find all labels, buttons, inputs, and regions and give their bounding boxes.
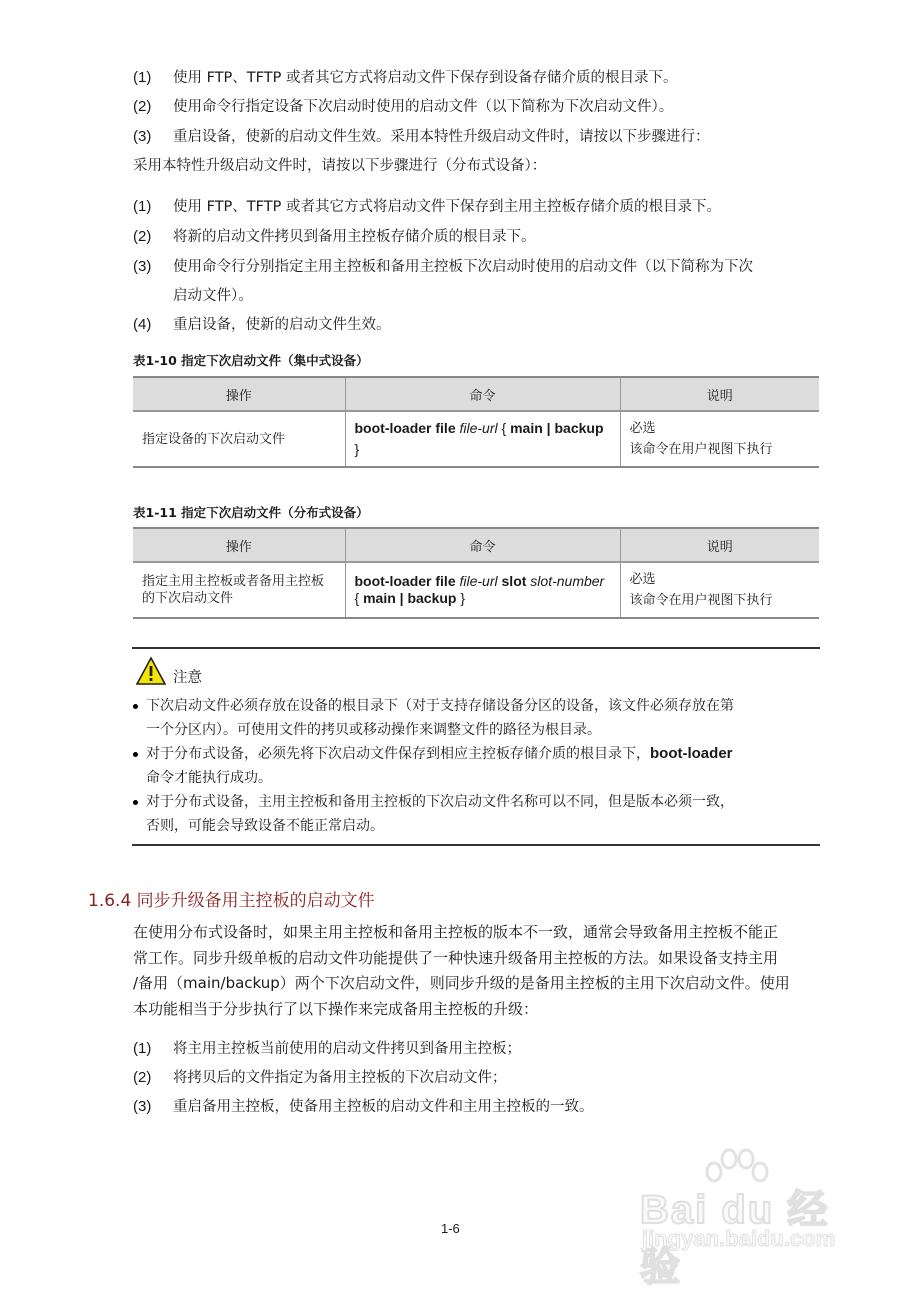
table-boot-loader-centralized (133, 376, 819, 468)
bullet-icon (133, 800, 138, 805)
item-number: (3) (133, 258, 152, 275)
desc-line: 必选 (629, 421, 656, 436)
item-number: (1) (133, 198, 152, 215)
table-row (133, 562, 819, 618)
cmd-keyword: backup (554, 420, 604, 436)
notice-item (133, 790, 734, 838)
notice-line: 对于分布式设备，必须先将下次启动文件保存到相应主控板存储介质的根目录下， (146, 746, 650, 762)
intro-text: 采用本特性升级启动文件时，请按以下步骤进行（分布式设备）： (133, 158, 547, 174)
table-caption: 表1-10 指定下次启动文件（集中式设备） (133, 353, 369, 368)
cmd-keyword: boot-loader file (354, 573, 460, 589)
item-text: 重启备用主控板，使备用主控板的启动文件和主用主控板的一致。 (173, 1099, 594, 1115)
operation-cell: 指定设备的下次启动文件 (133, 411, 345, 467)
description-cell (620, 562, 819, 618)
cmd-keyword: main (510, 420, 543, 436)
item-text: 重启设备，使新的启动文件生效。 (173, 317, 391, 333)
item-text-continued: 启动文件）。 (173, 288, 253, 304)
watermark-brand: Bai du 经验 (640, 1188, 830, 1289)
cmd-arg: file-url (459, 573, 498, 589)
cmd-sep: | (542, 420, 555, 436)
notice-item (133, 742, 733, 790)
table-row (133, 411, 819, 467)
cmd-brace: } (456, 590, 466, 606)
command-cell (345, 411, 620, 467)
bullet-icon (133, 752, 138, 757)
item-number: (4) (133, 316, 152, 333)
cmd-keyword: main (363, 590, 396, 606)
command-cell (345, 562, 620, 618)
notice-line: 一个分区内）。可使用文件的拷贝或移动操作来调整文件的路径为根目录。 (146, 722, 601, 738)
item-text: 将主用主控板当前使用的启动文件拷贝到备用主控板； (173, 1041, 521, 1057)
section-heading: 1.6.4 同步升级备用主控板的启动文件 (88, 891, 375, 911)
table-header-row (133, 377, 819, 411)
column-header: 命令 (345, 377, 620, 411)
notice-top-rule (132, 647, 820, 649)
cmd-arg: slot-number (530, 573, 605, 589)
item-text: 将新的启动文件拷贝到备用主控板存储介质的根目录下。 (173, 229, 536, 245)
cmd-keyword: slot (497, 573, 531, 589)
desc-line: 必选 (629, 572, 656, 587)
op-line: 指定主用主控板或者备用主控板 (142, 574, 325, 589)
warning-icon (136, 656, 166, 686)
item-text: 将拷贝后的文件指定为备用主控板的下次启动文件； (173, 1070, 507, 1086)
item-text: 使用 FTP、TFTP 或者其它方式将启动文件下保存到主用主控板存储介质的根目录下。 (173, 199, 721, 215)
cmd-keyword: backup (407, 590, 457, 606)
baidu-watermark (640, 1148, 855, 1289)
column-header: 命令 (345, 528, 620, 562)
item-number: (1) (133, 69, 152, 86)
item-number: (3) (133, 1098, 152, 1115)
item-number: (1) (133, 1040, 152, 1057)
item-number: (2) (133, 228, 152, 245)
desc-line: 该命令在用户视图下执行 (629, 442, 773, 457)
operation-cell (133, 562, 345, 618)
paragraph-line: 在使用分布式设备时，如果主用主控板和备用主控板的版本不一致，通常会导致备用主控板不能正 (133, 923, 779, 941)
cmd-arg: file-url (459, 420, 498, 436)
item-number: (2) (133, 1069, 152, 1086)
page-number: 1-6 (441, 1221, 460, 1236)
cmd-brace: { (354, 590, 364, 606)
command-name: boot-loader (650, 745, 733, 762)
paragraph-line: /备用（main/backup）两个下次启动文件，则同步升级的是备用主控板的主用下次启动文件。使用 (133, 974, 790, 993)
notice-line: 否则，可能会导致设备不能正常启动。 (146, 818, 384, 834)
notice-title: 注意 (173, 670, 202, 686)
notice-bottom-rule (132, 844, 820, 846)
column-header: 说明 (620, 377, 819, 411)
column-header: 操作 (133, 528, 345, 562)
item-number: (3) (133, 128, 152, 145)
item-text: 重启设备，使新的启动文件生效。采用本特性升级启动文件时，请按以下步骤进行： (173, 129, 710, 145)
paragraph-line: 常工作。同步升级单板的启动文件功能提供了一种快速升级备用主控板的方法。如果设备支持主用 (133, 948, 779, 967)
notice-line: 下次启动文件必须存放在设备的根目录下（对于支持存储设备分区的设备，该文件必须存放在第 (146, 698, 734, 714)
paragraph-line: 本功能相当于分步执行了以下操作来完成备用主控板的升级： (133, 1000, 539, 1019)
notice-item (133, 694, 734, 742)
cmd-brace: { (497, 420, 511, 436)
cmd-brace: } (354, 441, 360, 457)
table-caption: 表1-11 指定下次启动文件（分布式设备） (133, 505, 369, 520)
item-text: 使用 FTP、TFTP 或者其它方式将启动文件下保存到设备存储介质的根目录下。 (173, 70, 678, 86)
cmd-sep: | (395, 590, 408, 606)
column-header: 说明 (620, 528, 819, 562)
item-number: (2) (133, 98, 152, 115)
table-header-row (133, 528, 819, 562)
table-boot-loader-distributed (133, 527, 819, 619)
cmd-keyword: boot-loader file (354, 420, 460, 436)
column-header: 操作 (133, 377, 345, 411)
section-paragraph (133, 920, 790, 1023)
bullet-icon (133, 704, 138, 709)
item-text: 使用命令行分别指定主用主控板和备用主控板下次启动时使用的启动文件（以下简称为下次 (173, 259, 753, 275)
notice-line: 对于分布式设备，主用主控板和备用主控板的下次启动文件名称可以不同，但是版本必须一致， (146, 794, 734, 810)
item-text: 使用命令行指定设备下次启动时使用的启动文件（以下简称为下次启动文件）。 (173, 99, 674, 115)
notice-line: 命令才能执行成功。 (146, 770, 272, 786)
watermark-url: jingyan.baidu.com (642, 1226, 836, 1251)
description-cell (620, 411, 819, 467)
desc-line: 该命令在用户视图下执行 (629, 593, 773, 608)
op-line: 的下次启动文件 (142, 591, 234, 606)
